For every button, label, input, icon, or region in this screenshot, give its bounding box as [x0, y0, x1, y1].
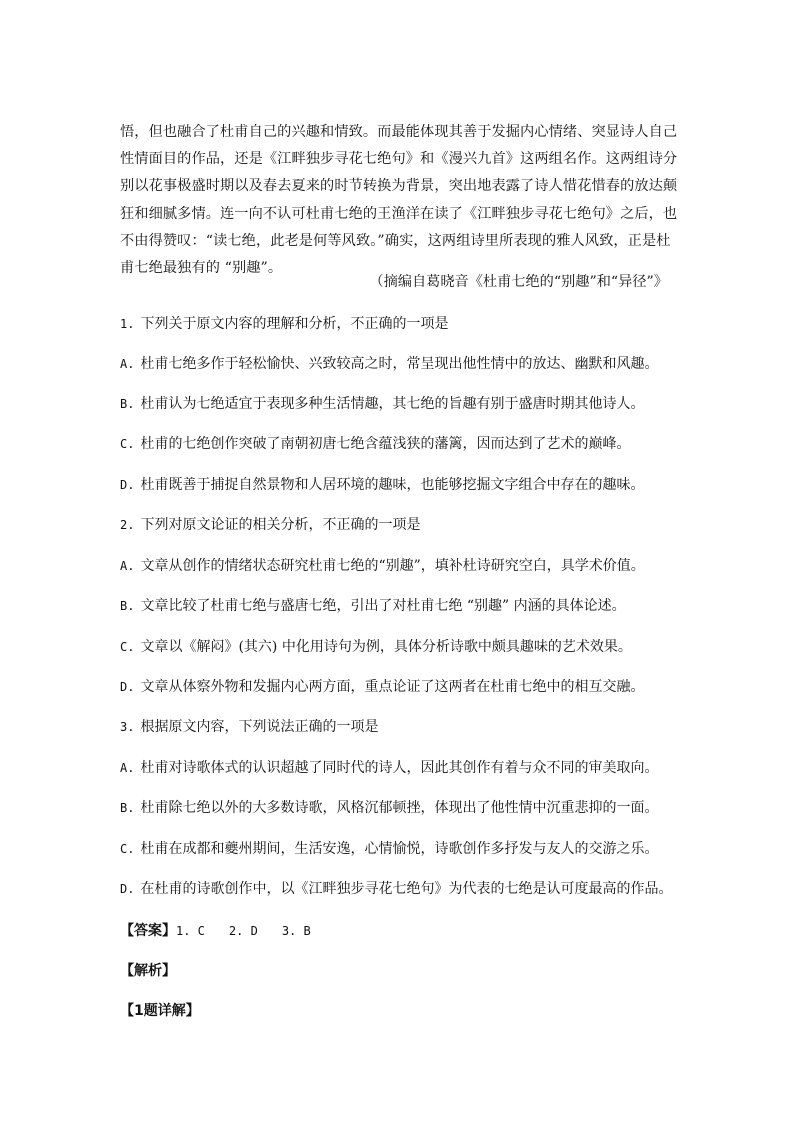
question-3-option-b: [120, 797, 658, 819]
question-3-option-a: [120, 757, 658, 779]
option-text: 文章比较了杜甫七绝与盛唐七绝，引出了对杜甫七绝 “别趣” 内涵的具体论述。: [140, 598, 626, 614]
option-letter: C.: [120, 842, 135, 856]
option-letter: B.: [120, 599, 135, 613]
question-number: 3.: [120, 720, 135, 734]
question-2-option-b: [120, 595, 626, 617]
question-text: 下列对原文论证的相关分析，不正确的一项是: [140, 517, 421, 533]
option-letter: A.: [120, 559, 135, 573]
option-letter: B.: [120, 801, 135, 815]
analysis-heading: 【解析】: [120, 963, 176, 979]
option-text: 在杜甫的诗歌创作中，以《江畔独步寻花七绝句》为代表的七绝是认可度最高的作品。: [140, 881, 673, 897]
question-1-option-c: [120, 433, 630, 455]
passage-line: 不由得赞叹：“读七绝，此老是何等风致。”确实，这两组诗里所表现的雅人风致，正是杜: [120, 232, 671, 249]
question-2-option-c: [120, 636, 632, 658]
option-letter: C.: [120, 640, 135, 654]
passage-line: 性情面目的作品，还是《江畔独步寻花七绝句》和《漫兴九首》这两组名作。这两组诗分: [120, 151, 678, 168]
question-1-option-d: [120, 474, 644, 496]
option-text: 杜甫在成都和夔州期间，生活安逸，心情愉悦，诗歌创作多抒发与友人的交游之乐。: [140, 841, 659, 857]
option-text: 杜甫既善于捕捉自然景物和人居环境的趣味，也能够挖掘文字组合中存在的趣味。: [140, 477, 645, 493]
passage-line: 别以花事极盛时期以及春去夏来的时节转换为背景，突出地表露了诗人惜花惜春的放达颠: [120, 178, 678, 195]
option-letter: A.: [120, 761, 135, 775]
question-2-option-d: [120, 676, 644, 698]
passage-line: 甫七绝最独有的 “别趣”。: [120, 260, 283, 277]
passage-line: 狂和细腻多情。连一向不认可杜甫七绝的王渔洋在读了《江畔独步寻花七绝句》之后，也: [120, 205, 678, 222]
question-1-stem: [120, 313, 448, 335]
option-text: 文章以《解闷》(其六) 中化用诗句为例，具体分析诗歌中颇具趣味的艺术效果。: [140, 639, 632, 655]
passage-line: 悟，但也融合了杜甫自己的兴趣和情致。而最能体现其善于发掘内心情绪、突显诗人自己: [120, 124, 678, 140]
question-1-option-a: [120, 353, 658, 375]
question-number: 1.: [120, 317, 135, 331]
option-text: 文章从创作的情绪状态研究杜甫七绝的“别趣”，填补杜诗研究空白，具学术价值。: [140, 558, 645, 574]
option-letter: B.: [120, 397, 135, 411]
passage-paragraph: [120, 119, 676, 282]
question-3-stem: [120, 716, 378, 738]
option-letter: C.: [120, 437, 135, 451]
question-text: 下列关于原文内容的理解和分析，不正确的一项是: [140, 316, 449, 332]
option-text: 文章从体察外物和发掘内心两方面，重点论证了这两者在杜甫七绝中的相互交融。: [140, 679, 645, 695]
option-text: 杜甫认为七绝适宜于表现多种生活情趣，其七绝的旨趣有别于盛唐时期其他诗人。: [140, 396, 645, 412]
answer-label: 【答案】: [120, 923, 176, 939]
question-text: 根据原文内容，下列说法正确的一项是: [140, 719, 379, 735]
source-citation: （摘编自葛晓音《杜甫七绝的“别趣”和“异径”》: [369, 274, 668, 290]
answer-item: 2. D: [228, 924, 258, 938]
option-letter: A.: [120, 357, 135, 371]
answer-line: [120, 920, 311, 942]
option-text: 杜甫的七绝创作突破了南朝初唐七绝含蕴浅狭的藩篱，因而达到了艺术的巅峰。: [140, 436, 631, 452]
option-letter: D.: [120, 478, 135, 492]
question-3-option-d: [120, 878, 672, 900]
question-1-detail-heading: 【1题详解】: [120, 1003, 200, 1019]
option-text: 杜甫除七绝以外的大多数诗歌，风格沉郁顿挫，体现出了他性情中沉重悲抑的一面。: [140, 800, 659, 816]
option-text: 杜甫七绝多作于轻松愉快、兴致较高之时，常呈现出他性情中的放达、幽默和风趣。: [140, 356, 659, 372]
question-1-option-b: [120, 393, 644, 415]
answer-item: 3. B: [281, 924, 311, 938]
question-number: 2.: [120, 518, 135, 532]
option-text: 杜甫对诗歌体式的认识超越了同时代的诗人，因此其创作有着与众不同的审美取向。: [140, 760, 659, 776]
option-letter: D.: [120, 882, 135, 896]
option-letter: D.: [120, 680, 135, 694]
question-3-option-c: [120, 838, 658, 860]
answer-item: 1. C: [176, 924, 205, 938]
question-2-option-a: [120, 555, 645, 577]
question-2-stem: [120, 514, 420, 536]
